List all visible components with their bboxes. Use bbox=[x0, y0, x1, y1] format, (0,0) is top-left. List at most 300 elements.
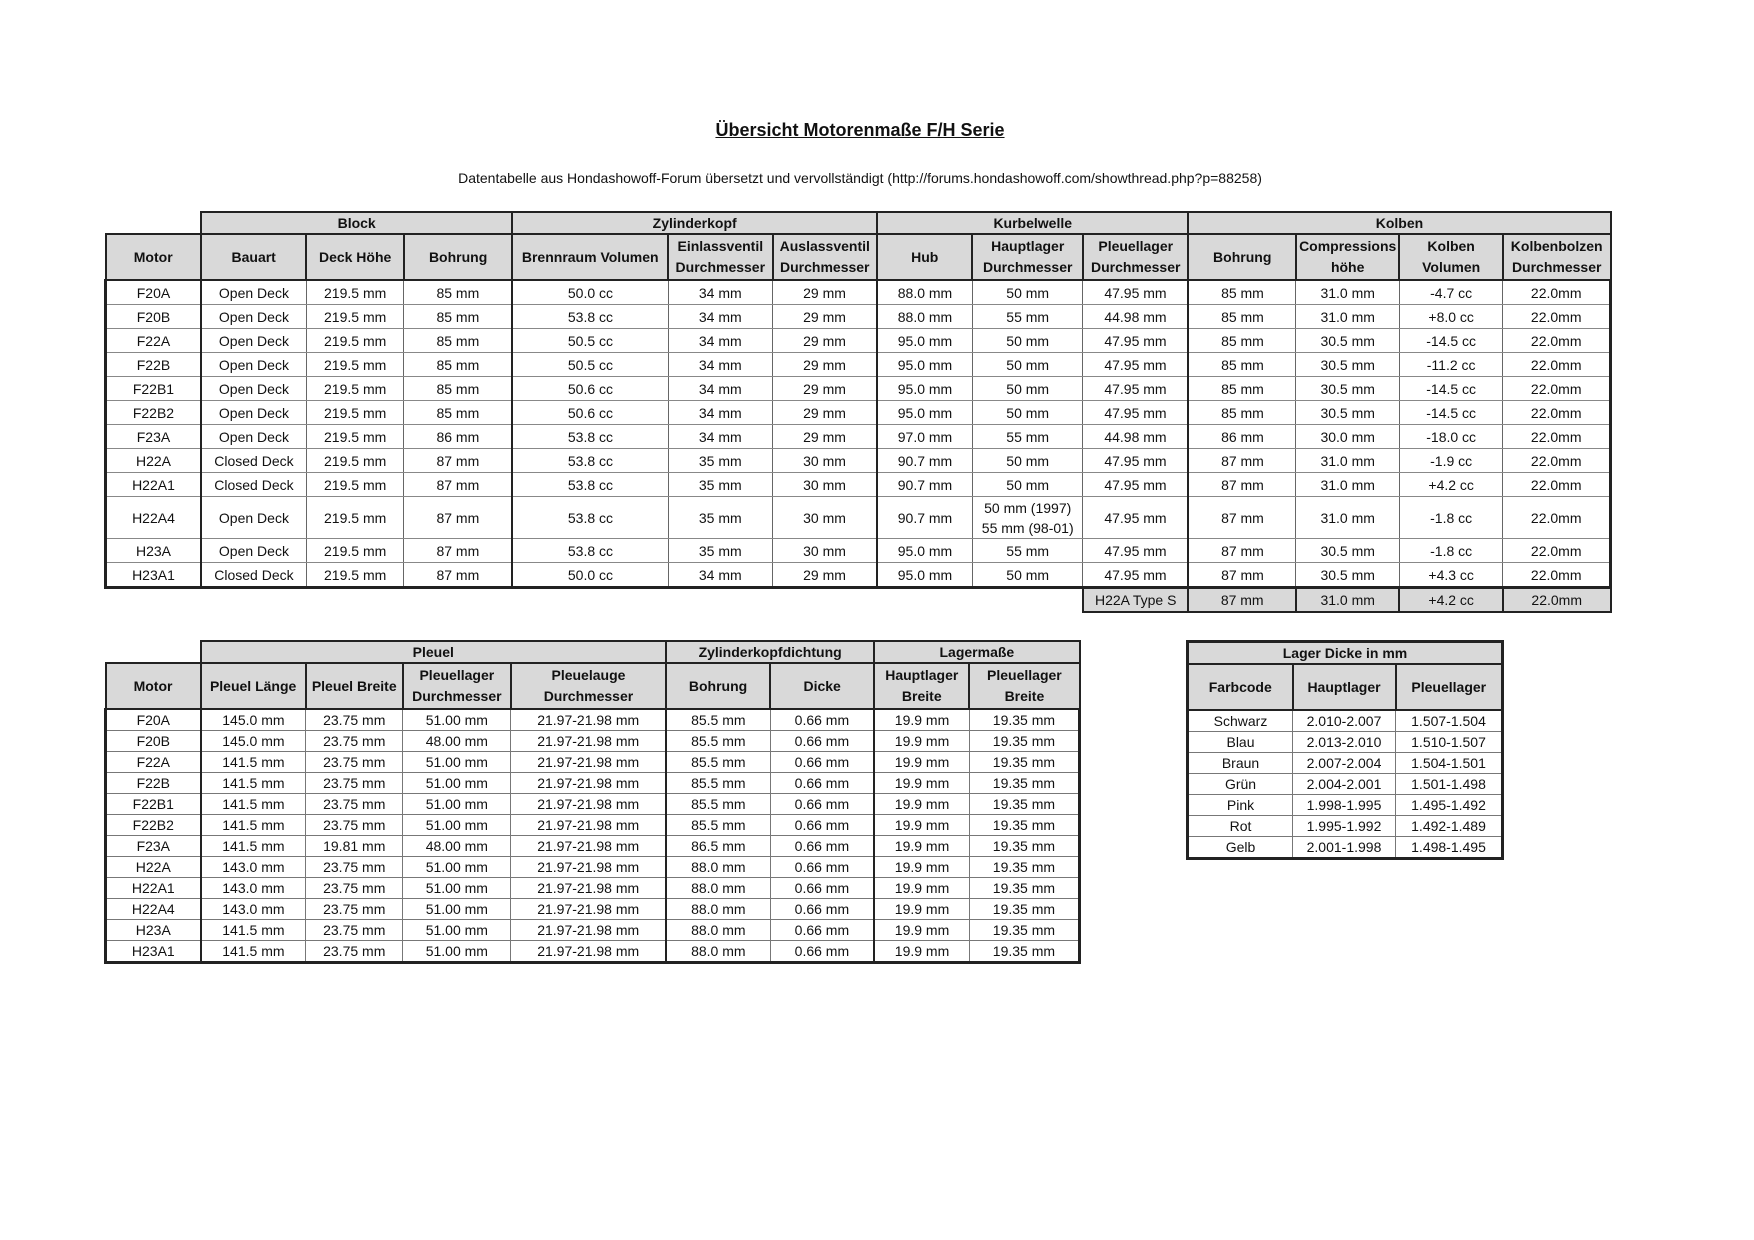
table-cell: 44.98 mm bbox=[1083, 425, 1189, 449]
table-cell: 31.0 mm bbox=[1296, 473, 1399, 497]
table-cell: 0.66 mm bbox=[770, 836, 874, 857]
header-line: Durchmesser bbox=[982, 259, 1073, 275]
table-cell: 90.7 mm bbox=[877, 497, 972, 539]
table-row bbox=[1188, 774, 1503, 795]
table-cell: 85.5 mm bbox=[666, 709, 770, 731]
table-cell: 22.0mm bbox=[1503, 377, 1611, 401]
table-cell: 23.75 mm bbox=[306, 752, 403, 773]
table-cell: 0.66 mm bbox=[770, 857, 874, 878]
page-title: Übersicht Motorenmaße F/H Serie bbox=[715, 120, 1005, 140]
table-cell: 19.35 mm bbox=[969, 899, 1079, 920]
table-cell: 19.9 mm bbox=[874, 920, 969, 941]
table-cell: 34 mm bbox=[668, 401, 772, 425]
table-cell: 219.5 mm bbox=[306, 329, 403, 353]
table-row bbox=[106, 752, 1080, 773]
group-header-block: Block bbox=[201, 212, 512, 234]
table-cell: 29 mm bbox=[773, 425, 877, 449]
empty-cell bbox=[106, 212, 201, 234]
table-cell: 22.0mm bbox=[1503, 280, 1611, 305]
table-cell: 88.0 mm bbox=[666, 920, 770, 941]
table-cell: 21.97-21.98 mm bbox=[511, 920, 666, 941]
table-cell: 1.498-1.495 bbox=[1396, 837, 1503, 859]
table-cell: Blau bbox=[1188, 732, 1293, 753]
table-cell: 50 mm bbox=[972, 280, 1083, 305]
table-cell: 47.95 mm bbox=[1083, 563, 1189, 588]
table-cell: 50.0 cc bbox=[512, 280, 668, 305]
table-cell: -1.8 cc bbox=[1399, 539, 1502, 563]
table-cell: 0.66 mm bbox=[770, 941, 874, 963]
table-cell: 50 mm bbox=[972, 473, 1083, 497]
table-cell: 0.66 mm bbox=[770, 920, 874, 941]
table-cell: 85.5 mm bbox=[666, 794, 770, 815]
table-row bbox=[106, 280, 1611, 305]
group-header-kolben: Kolben bbox=[1188, 212, 1610, 234]
table-cell: 22.0mm bbox=[1503, 329, 1611, 353]
column-header-hauptlager: Hauptlager bbox=[1293, 664, 1396, 710]
table-cell: 50.5 cc bbox=[512, 353, 668, 377]
table-row bbox=[1188, 795, 1503, 816]
table-cell: 48.00 mm bbox=[403, 731, 511, 752]
column-header-pleuellager bbox=[1083, 234, 1189, 280]
table-cell: Schwarz bbox=[1188, 710, 1293, 732]
table-cell: 95.0 mm bbox=[877, 539, 972, 563]
column-header-bohrung: Bohrung bbox=[666, 663, 770, 709]
table-cell: 55 mm bbox=[972, 425, 1083, 449]
table-cell: 141.5 mm bbox=[201, 920, 306, 941]
table-row bbox=[106, 329, 1611, 353]
table-cell: 22.0mm bbox=[1503, 353, 1611, 377]
table-cell bbox=[972, 497, 1083, 539]
table-row bbox=[106, 920, 1080, 941]
table-cell: Braun bbox=[1188, 753, 1293, 774]
table-cell: 29 mm bbox=[773, 563, 877, 588]
header-line: Pleuellager bbox=[987, 667, 1062, 683]
table-cell: 86 mm bbox=[1188, 425, 1295, 449]
table-cell: 53.8 cc bbox=[512, 449, 668, 473]
table-cell: 19.9 mm bbox=[874, 731, 969, 752]
table-cell: F23A bbox=[106, 836, 201, 857]
table-cell: 19.9 mm bbox=[874, 899, 969, 920]
table-cell: 51.00 mm bbox=[403, 709, 511, 731]
table-cell: 53.8 cc bbox=[512, 473, 668, 497]
table-cell: 97.0 mm bbox=[877, 425, 972, 449]
table-cell: 23.75 mm bbox=[306, 731, 403, 752]
table-cell: 1.998-1.995 bbox=[1293, 795, 1396, 816]
header-line: Pleuelauge bbox=[551, 667, 626, 683]
table-cell: 19.35 mm bbox=[969, 857, 1079, 878]
table-cell: 219.5 mm bbox=[306, 473, 403, 497]
column-header-pleuellager bbox=[403, 663, 511, 709]
table-cell: 219.5 mm bbox=[306, 497, 403, 539]
table-row bbox=[106, 563, 1611, 588]
table-cell: 34 mm bbox=[668, 329, 772, 353]
table-cell: 50.6 cc bbox=[512, 401, 668, 425]
header-line: Breite bbox=[1004, 688, 1045, 704]
header-line: Durchmesser bbox=[780, 259, 870, 275]
table-cell: 21.97-21.98 mm bbox=[511, 815, 666, 836]
table-cell: 95.0 mm bbox=[877, 353, 972, 377]
table-cell: 88.0 mm bbox=[877, 305, 972, 329]
table-cell: +8.0 cc bbox=[1399, 305, 1502, 329]
table-row bbox=[106, 305, 1611, 329]
table-cell: 87 mm bbox=[1188, 588, 1295, 613]
table-row bbox=[106, 709, 1080, 731]
table-row bbox=[106, 941, 1080, 963]
table-row bbox=[106, 773, 1080, 794]
table-cell: F22B1 bbox=[106, 377, 201, 401]
table-cell: 95.0 mm bbox=[877, 329, 972, 353]
table-cell: 0.66 mm bbox=[770, 752, 874, 773]
table-cell: 51.00 mm bbox=[403, 878, 511, 899]
table-cell: 88.0 mm bbox=[666, 857, 770, 878]
lager-dicke-title: Lager Dicke in mm bbox=[1188, 642, 1503, 665]
table-cell: H23A bbox=[106, 539, 201, 563]
table-cell: H22A bbox=[106, 857, 201, 878]
table-cell: 51.00 mm bbox=[403, 899, 511, 920]
table-cell: 22.0mm bbox=[1503, 497, 1611, 539]
header-line: Durchmesser bbox=[412, 688, 502, 704]
table-cell: H23A1 bbox=[106, 563, 201, 588]
table-cell: 34 mm bbox=[668, 377, 772, 401]
table-cell: 141.5 mm bbox=[201, 941, 306, 963]
table-cell: 47.95 mm bbox=[1083, 449, 1189, 473]
table-cell: Closed Deck bbox=[201, 449, 306, 473]
lager-dicke-table bbox=[1186, 640, 1504, 860]
table-cell: 29 mm bbox=[773, 329, 877, 353]
column-header-pleuellager-breite bbox=[969, 663, 1079, 709]
table-cell: 47.95 mm bbox=[1083, 280, 1189, 305]
table-cell: 85 mm bbox=[404, 401, 513, 425]
table-cell: 22.0mm bbox=[1503, 473, 1611, 497]
table-cell: -4.7 cc bbox=[1399, 280, 1502, 305]
cell-line: 55 mm (98-01) bbox=[981, 519, 1074, 536]
table-cell: 21.97-21.98 mm bbox=[511, 878, 666, 899]
table-cell: 53.8 cc bbox=[512, 497, 668, 539]
table-cell: 85 mm bbox=[1188, 401, 1295, 425]
table-cell: 87 mm bbox=[1188, 539, 1295, 563]
table-cell: 22.0mm bbox=[1503, 305, 1611, 329]
table-cell: 53.8 cc bbox=[512, 425, 668, 449]
table-cell: 21.97-21.98 mm bbox=[511, 752, 666, 773]
table-cell: 0.66 mm bbox=[770, 878, 874, 899]
table-cell: 19.35 mm bbox=[969, 709, 1079, 731]
header-line: höhe bbox=[1330, 259, 1365, 275]
table-cell: Open Deck bbox=[201, 425, 306, 449]
table-cell: 47.95 mm bbox=[1083, 473, 1189, 497]
table-cell: -11.2 cc bbox=[1399, 353, 1502, 377]
table-cell: Open Deck bbox=[201, 329, 306, 353]
table-cell: 31.0 mm bbox=[1296, 588, 1399, 613]
table-cell: 88.0 mm bbox=[666, 899, 770, 920]
table-cell: 219.5 mm bbox=[306, 425, 403, 449]
table-cell: 21.97-21.98 mm bbox=[511, 899, 666, 920]
table-cell: 19.9 mm bbox=[874, 773, 969, 794]
table-cell: 44.98 mm bbox=[1083, 305, 1189, 329]
table-cell: 87 mm bbox=[1188, 473, 1295, 497]
table-cell: 2.010-2.007 bbox=[1293, 710, 1396, 732]
table-cell: F22B2 bbox=[106, 815, 201, 836]
table-cell: 34 mm bbox=[668, 425, 772, 449]
table-cell: 0.66 mm bbox=[770, 815, 874, 836]
table-cell: 19.35 mm bbox=[969, 815, 1079, 836]
table-cell: 85 mm bbox=[1188, 377, 1295, 401]
table-cell: 30 mm bbox=[773, 539, 877, 563]
table-cell: 87 mm bbox=[404, 473, 513, 497]
table-cell: 21.97-21.98 mm bbox=[511, 731, 666, 752]
table-cell: 50 mm bbox=[972, 449, 1083, 473]
header-line: Durchmesser bbox=[675, 259, 766, 275]
table-cell: 87 mm bbox=[1188, 497, 1295, 539]
table-cell: 85 mm bbox=[404, 353, 513, 377]
table-cell: 2.004-2.001 bbox=[1293, 774, 1396, 795]
header-line: Kolbenbolzen bbox=[1510, 238, 1603, 254]
table-cell: 90.7 mm bbox=[877, 473, 972, 497]
table-cell: 23.75 mm bbox=[306, 899, 403, 920]
header-line: Hauptlager bbox=[991, 238, 1065, 254]
table-cell: H23A bbox=[106, 920, 201, 941]
table-cell: 0.66 mm bbox=[770, 794, 874, 815]
table-cell: 87 mm bbox=[404, 539, 513, 563]
table-cell: 85 mm bbox=[1188, 329, 1295, 353]
table-cell: 55 mm bbox=[972, 539, 1083, 563]
table-cell: Open Deck bbox=[201, 497, 306, 539]
table-cell: F22A bbox=[106, 752, 201, 773]
table-row bbox=[1188, 710, 1503, 732]
table-cell: F22B1 bbox=[106, 794, 201, 815]
table-cell: 50 mm bbox=[972, 329, 1083, 353]
table-cell: F22A bbox=[106, 329, 201, 353]
table-cell: 22.0mm bbox=[1503, 449, 1611, 473]
table-cell: 2.007-2.004 bbox=[1293, 753, 1396, 774]
table-cell: 86.5 mm bbox=[666, 836, 770, 857]
empty-cell bbox=[106, 588, 1083, 613]
table-cell: F20A bbox=[106, 280, 201, 305]
table-cell: 35 mm bbox=[668, 539, 772, 563]
table-cell: 55 mm bbox=[972, 305, 1083, 329]
table-cell: 30.5 mm bbox=[1296, 563, 1399, 588]
table-cell: 19.9 mm bbox=[874, 752, 969, 773]
table-cell: -14.5 cc bbox=[1399, 401, 1502, 425]
table-cell: 1.510-1.507 bbox=[1396, 732, 1503, 753]
engine-dimensions-table bbox=[104, 211, 1612, 613]
table-cell: 143.0 mm bbox=[201, 857, 306, 878]
table-cell: F20A bbox=[106, 709, 201, 731]
table-cell: 19.35 mm bbox=[969, 920, 1079, 941]
table-cell: 19.9 mm bbox=[874, 878, 969, 899]
table-cell: 85.5 mm bbox=[666, 731, 770, 752]
table-cell: 29 mm bbox=[773, 305, 877, 329]
column-header-auslassventil bbox=[773, 234, 877, 280]
table-row bbox=[106, 425, 1611, 449]
table-cell: 87 mm bbox=[404, 563, 513, 588]
table-cell: 47.95 mm bbox=[1083, 377, 1189, 401]
table-cell: F20B bbox=[106, 731, 201, 752]
table-row bbox=[106, 377, 1611, 401]
table-cell: 21.97-21.98 mm bbox=[511, 836, 666, 857]
table-cell: H23A1 bbox=[106, 941, 201, 963]
column-header-kolbenbolzen bbox=[1503, 234, 1611, 280]
table-cell: 19.9 mm bbox=[874, 836, 969, 857]
column-header-pleuellager: Pleuellager bbox=[1396, 664, 1503, 710]
table-cell: 85.5 mm bbox=[666, 773, 770, 794]
table-cell: 51.00 mm bbox=[403, 773, 511, 794]
header-line: Pleuellager bbox=[419, 667, 495, 683]
table-cell: 30.5 mm bbox=[1296, 377, 1399, 401]
table-cell: H22A bbox=[106, 449, 201, 473]
header-line: Durchmesser bbox=[1511, 259, 1602, 275]
table-cell: 85 mm bbox=[404, 280, 513, 305]
table-row bbox=[106, 473, 1611, 497]
group-header-zylinderkopfdichtung: Zylinderkopfdichtung bbox=[666, 641, 874, 663]
column-header-bohrung: Bohrung bbox=[404, 234, 513, 280]
table-cell: 23.75 mm bbox=[306, 773, 403, 794]
header-line: Durchmesser bbox=[1090, 259, 1181, 275]
table-row bbox=[106, 449, 1611, 473]
table-cell: 48.00 mm bbox=[403, 836, 511, 857]
column-header-hauptlager bbox=[972, 234, 1083, 280]
table-cell: F22B2 bbox=[106, 401, 201, 425]
table-cell: 2.013-2.010 bbox=[1293, 732, 1396, 753]
column-header-pleuel-breite: Pleuel Breite bbox=[306, 663, 403, 709]
column-header-einlassventil bbox=[668, 234, 772, 280]
table-cell: 1.492-1.489 bbox=[1396, 816, 1503, 837]
table-cell: F23A bbox=[106, 425, 201, 449]
table-cell: 145.0 mm bbox=[201, 731, 306, 752]
table-cell: 31.0 mm bbox=[1296, 305, 1399, 329]
table-cell: 19.9 mm bbox=[874, 794, 969, 815]
table-cell: 23.75 mm bbox=[306, 878, 403, 899]
table-cell: -14.5 cc bbox=[1399, 329, 1502, 353]
table-cell: 47.95 mm bbox=[1083, 539, 1189, 563]
table-cell: 19.35 mm bbox=[969, 731, 1079, 752]
table-row bbox=[1188, 816, 1503, 837]
column-header-deck-hoehe: Deck Höhe bbox=[306, 234, 403, 280]
table-cell: 30 mm bbox=[773, 497, 877, 539]
table-cell: 50.6 cc bbox=[512, 377, 668, 401]
table-row-type-s bbox=[106, 588, 1611, 613]
table-cell: +4.2 cc bbox=[1399, 588, 1502, 613]
header-line: Durchmesser bbox=[543, 688, 634, 704]
table-cell: 23.75 mm bbox=[306, 920, 403, 941]
table-cell: 87 mm bbox=[404, 497, 513, 539]
table-cell: 95.0 mm bbox=[877, 401, 972, 425]
empty-cell bbox=[106, 641, 201, 663]
table-cell: Open Deck bbox=[201, 305, 306, 329]
table-cell: 85 mm bbox=[404, 329, 513, 353]
table-cell: 19.35 mm bbox=[969, 878, 1079, 899]
table-cell: 47.95 mm bbox=[1083, 497, 1189, 539]
table-cell: H22A1 bbox=[106, 473, 201, 497]
table-cell: -1.9 cc bbox=[1399, 449, 1502, 473]
table-cell: 53.8 cc bbox=[512, 305, 668, 329]
table-cell: 51.00 mm bbox=[403, 752, 511, 773]
table-cell: 22.0mm bbox=[1503, 563, 1611, 588]
table-cell: 88.0 mm bbox=[877, 280, 972, 305]
table-cell: 219.5 mm bbox=[306, 539, 403, 563]
table-cell: 19.35 mm bbox=[969, 836, 1079, 857]
table-cell: 35 mm bbox=[668, 449, 772, 473]
table-cell: 31.0 mm bbox=[1296, 497, 1399, 539]
table-cell: 21.97-21.98 mm bbox=[511, 773, 666, 794]
table-cell: H22A4 bbox=[106, 899, 201, 920]
table-cell: Open Deck bbox=[201, 377, 306, 401]
column-header-compressionshoehe bbox=[1296, 234, 1399, 280]
table-cell: 34 mm bbox=[668, 563, 772, 588]
table-cell: 34 mm bbox=[668, 280, 772, 305]
header-line: Einlassventil bbox=[677, 238, 764, 254]
table-cell: Open Deck bbox=[201, 401, 306, 425]
table-cell: 219.5 mm bbox=[306, 280, 403, 305]
table-cell: Grün bbox=[1188, 774, 1293, 795]
table-cell: 95.0 mm bbox=[877, 377, 972, 401]
table-cell: 85 mm bbox=[404, 377, 513, 401]
table-cell: 29 mm bbox=[773, 280, 877, 305]
table-cell: 22.0mm bbox=[1503, 425, 1611, 449]
table-cell: 86 mm bbox=[404, 425, 513, 449]
table-cell: 29 mm bbox=[773, 401, 877, 425]
table-cell: 51.00 mm bbox=[403, 857, 511, 878]
table-cell: 30.5 mm bbox=[1296, 401, 1399, 425]
column-header-pleuel-laenge: Pleuel Länge bbox=[201, 663, 306, 709]
table-cell: Pink bbox=[1188, 795, 1293, 816]
group-header-pleuel: Pleuel bbox=[201, 641, 666, 663]
table-cell: 21.97-21.98 mm bbox=[511, 794, 666, 815]
table-cell: 85 mm bbox=[1188, 305, 1295, 329]
table-cell: 23.75 mm bbox=[306, 794, 403, 815]
table-cell: 1.501-1.498 bbox=[1396, 774, 1503, 795]
table-cell: 85.5 mm bbox=[666, 815, 770, 836]
table-cell: 219.5 mm bbox=[306, 563, 403, 588]
table-cell: Open Deck bbox=[201, 353, 306, 377]
column-header-farbcode: Farbcode bbox=[1188, 664, 1293, 710]
column-header-hauptlager-breite bbox=[874, 663, 969, 709]
table-cell: Open Deck bbox=[201, 539, 306, 563]
column-header-hub: Hub bbox=[877, 234, 972, 280]
table-cell: 88.0 mm bbox=[666, 941, 770, 963]
column-header-motor: Motor bbox=[106, 663, 201, 709]
column-header-bauart: Bauart bbox=[201, 234, 306, 280]
table-cell: 30 mm bbox=[773, 473, 877, 497]
table-cell: 22.0mm bbox=[1503, 539, 1611, 563]
table-cell: 19.9 mm bbox=[874, 941, 969, 963]
table-cell: 143.0 mm bbox=[201, 878, 306, 899]
table-cell: 47.95 mm bbox=[1083, 401, 1189, 425]
table-row bbox=[106, 731, 1080, 752]
table-row bbox=[106, 836, 1080, 857]
group-header-lagermasse: Lagermaße bbox=[874, 641, 1079, 663]
table-cell: -18.0 cc bbox=[1399, 425, 1502, 449]
table-cell: 30.5 mm bbox=[1296, 353, 1399, 377]
table-row bbox=[106, 497, 1611, 539]
table-cell: Closed Deck bbox=[201, 473, 306, 497]
header-line: Hauptlager bbox=[885, 667, 959, 683]
table-cell: 30.0 mm bbox=[1296, 425, 1399, 449]
table-cell: F22B bbox=[106, 353, 201, 377]
header-line: Auslassventil bbox=[779, 238, 870, 254]
header-line: Pleuellager bbox=[1098, 238, 1174, 254]
table-cell: 23.75 mm bbox=[306, 857, 403, 878]
table-cell: 141.5 mm bbox=[201, 794, 306, 815]
table-cell: 141.5 mm bbox=[201, 752, 306, 773]
group-header-kurbelwelle: Kurbelwelle bbox=[877, 212, 1188, 234]
table-cell: 219.5 mm bbox=[306, 377, 403, 401]
table-cell: 145.0 mm bbox=[201, 709, 306, 731]
table-cell: 21.97-21.98 mm bbox=[511, 941, 666, 963]
table-row bbox=[106, 794, 1080, 815]
table-cell: 2.001-1.998 bbox=[1293, 837, 1396, 859]
table-row bbox=[1188, 732, 1503, 753]
table-cell: 1.495-1.492 bbox=[1396, 795, 1503, 816]
